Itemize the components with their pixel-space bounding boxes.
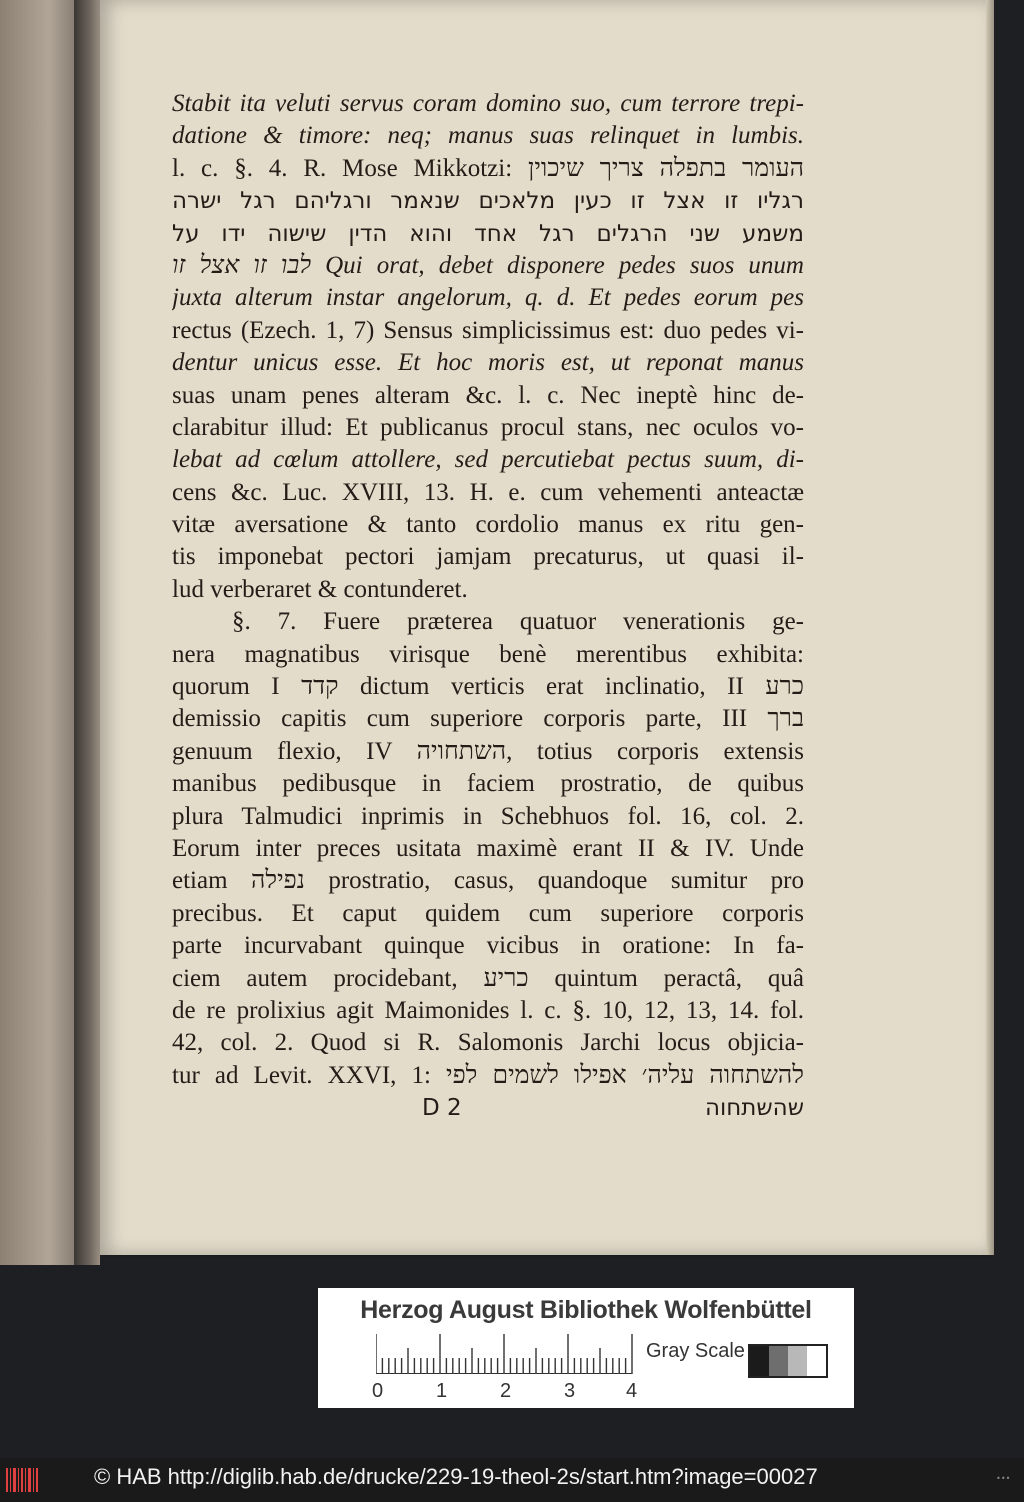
viewer-footer-bar [0,1458,1024,1502]
text-line: suas unam penes alteram &c. l. c. Nec ineptè hinc de- [172,381,804,409]
text-line: precibus. Et caput quidem cum superiore corporis [172,899,804,927]
text-line: plura Talmudici inprimis in Schebhuos fol. 16, col. 2. [172,802,804,830]
ruler-number: 3 [564,1380,576,1402]
text-line: dentur unicus esse. Et hoc moris est, ut reponat manus [172,349,804,377]
hebrew-line: רגליו זו אצל זו כעין מלאכים שנאמר ורגליהם רגל ישרה [172,188,804,215]
text-line: l. c. §. 4. R. Mose Mikkotzi: העומר בתפלה צריך שיכוין [172,154,804,182]
ruler-number: 1 [436,1380,448,1402]
gray-swatch [750,1346,769,1376]
gray-scale-label: Gray Scale [646,1340,745,1362]
gray-swatch [769,1346,788,1376]
gray-swatch [807,1346,826,1376]
corner-dots-icon: ••• [996,1474,1011,1483]
ruler-number: 0 [372,1380,384,1402]
ruler-number: 4 [626,1380,638,1402]
text-line: demissio capitis cum superiore corporis parte, III ברך [172,705,804,733]
catchword: שהשתחוה [704,1095,804,1122]
text-line: Stabit ita veluti servus coram domino suo, cum terrore trepi- [172,90,804,117]
text-line: cens &c. Luc. XVIII, 13. H. e. cum vehementi anteactæ [172,478,804,506]
text-line: etiam נפילה prostratio, casus, quandoque sumitur pro [172,867,804,895]
page-footer [172,1092,804,1124]
copyright-url: © HAB http://diglib.hab.de/drucke/229-19-theol-2s/start.htm?image=00027 [94,1464,818,1489]
gray-scale-swatches [748,1344,828,1378]
text-line: ciem autem procidebant, כריע quintum peractâ, quâ [172,964,804,992]
page-text [172,88,804,1124]
library-title: Herzog August Bibliothek Wolfenbüttel [360,1296,812,1324]
text-line: rectus (Ezech. 1, 7) Sensus simplicissimus est: duo pedes vi- [172,316,804,344]
text-line: juxta alterum instar angelorum, q. d. Et pedes eorum pes [172,284,804,312]
ruler-number: 2 [500,1380,512,1402]
gray-swatch [788,1346,807,1376]
text-line: de re prolixius agit Maimonides l. c. §. 10, 12, 13, 14. fol. [172,996,804,1024]
left-page-edge [0,0,82,1265]
hebrew-line: משמע שני הרגלים רגל אחד והוא הדין שישוה ידו על [172,220,804,247]
text-line: quorum I קדד dictum verticis erat inclinatio, II כרע [172,673,804,701]
book-gutter [74,0,100,1265]
signature-mark: D 2 [422,1095,462,1122]
section-heading-line: §. 7. Fuere præterea quatuor venerationis ge- [232,608,804,636]
text-line: tis imponebat pectori jamjam precaturus, ut quasi il- [172,543,804,571]
text-line: datione & timore: neq; manus suas relinquet in lumbis. [172,122,804,150]
text-line: nera magnatibus virisque benè merentibus exhibita: [172,640,804,668]
text-line: genuum flexio, IV השתחויה, totius corporis extensis [172,737,804,765]
text-line: lebat ad cœlum attollere, sed percutiebat pectus suum, di- [172,446,804,474]
ruler-scale [376,1334,636,1374]
text-line: clarabitur illud: Et publicanus procul stans, nec oculos vo- [172,413,804,441]
text-line: לבו זו אצל זו Qui orat, debet disponere pedes suos unum [172,251,804,279]
text-line: parte incurvabant quinque vicibus in oratione: In fa- [172,932,804,960]
text-line: Eorum inter preces usitata maximè erant II & IV. Unde [172,834,804,862]
text-line: 42, col. 2. Quod si R. Salomonis Jarchi locus objicia- [172,1029,804,1057]
text-line: tur ad Levit. XXVI, 1: להשתחוה עליה׳ אפילו לשמים לפי [172,1061,804,1089]
text-line: lud verberaret & contunderet. [172,575,468,603]
text-line: vitæ aversatione & tanto cordolio manus ex ritu gen- [172,511,804,539]
page-edge [986,0,994,1255]
barcode-icon [6,1468,40,1492]
color-ruler-card [318,1288,854,1408]
text-line: manibus pedibusque in faciem prostratio, de quibus [172,770,804,798]
